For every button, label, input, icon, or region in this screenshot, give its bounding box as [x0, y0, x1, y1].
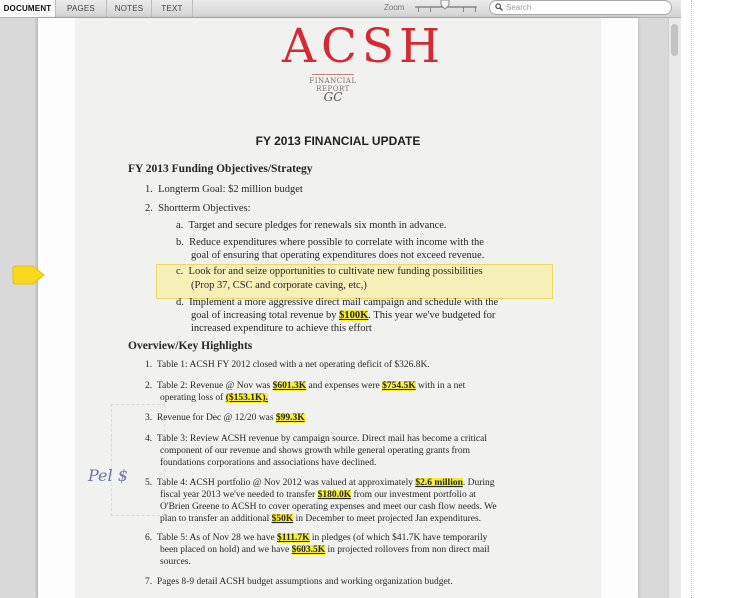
- highlight-item-2-line2: operating loss of ($153.1K).: [160, 393, 268, 403]
- objective-2d-line2: goal of increasing total revenue by $100K. This year we've budgeted for: [191, 310, 496, 321]
- objective-2d-line1: d. Implement a more aggressive direct mail campaign and schedule with the: [176, 297, 499, 308]
- highlight-item-5-line2: fiscal year 2013 we've needed to transfer $180.0K from our investment portfolio at: [160, 490, 476, 500]
- highlight-item-3: 3. Revenue for Dec @ 12/20 was $99.3K: [145, 413, 305, 423]
- highlight-item-7: 7. Pages 8-9 detail ACSH budget assumptions and working organization budget.: [145, 577, 453, 587]
- arrow-right-icon[interactable]: [10, 264, 46, 286]
- highlight-item-6-line3: sources.: [160, 557, 191, 567]
- scrollbar-thumb[interactable]: [671, 24, 678, 56]
- handwritten-note: Pel $: [88, 466, 128, 485]
- objective-2: 2. Shortterm Objectives:: [145, 203, 251, 214]
- highlight-item-5-line1: 5. Table 4: ACSH portfolio @ Nov 2012 was valued at approximately $2.6 million. During: [145, 478, 495, 488]
- highlight-item-6-line2: been placed on hold) and we have $603.5K in projected rollovers from non direct mail: [160, 545, 490, 555]
- document-title: FY 2013 FINANCIAL UPDATE: [255, 134, 421, 148]
- vertical-scrollbar[interactable]: [668, 18, 681, 598]
- right-panel: [681, 0, 736, 598]
- tab-notes[interactable]: NOTES: [107, 0, 152, 17]
- handwritten-initials: GC: [323, 90, 343, 104]
- toolbar: [0, 0, 681, 18]
- highlight-item-6-line1: 6. Table 5: As of Nov 28 we have $111.7K in pledges (of which $41.7K have temporarily: [145, 533, 488, 543]
- objective-2c-line2: (Prop 37, CSC and corporate caving, etc,): [191, 280, 367, 291]
- highlight-item-4-line3: foundations corporations and associations have declined.: [160, 458, 377, 468]
- highlight-item-4-line2: component of our revenue and shows growth while general operating grants from: [160, 446, 470, 456]
- highlight-item-4-line1: 4. Table 3: Review ACSH revenue by campaign source. Direct mail has become a critical: [145, 434, 488, 444]
- zoom-tick: [475, 7, 476, 12]
- tab-pages[interactable]: PAGES: [56, 0, 107, 17]
- highlight-item-1: 1. Table 1: ACSH FY 2012 closed with a net operating deficit of $326.8K.: [145, 360, 430, 370]
- tab-document[interactable]: DOCUMENT: [0, 0, 56, 17]
- highlight-item-5-line4: plan to transfer an additional $50K in December to meet projected Jan expenditures.: [160, 514, 482, 524]
- highlight-item-2-line1: 2. Table 2: Revenue @ Nov was $601.3K and expenses were $754.5K with in a net: [145, 381, 466, 391]
- objective-2a: a. Target and secure pledges for renewals six month in advance.: [176, 220, 447, 231]
- tab-text[interactable]: TEXT: [152, 0, 193, 17]
- zoom-tick: [463, 7, 464, 12]
- logo: ACSH: [282, 19, 446, 74]
- zoom-label: Zoom: [384, 3, 405, 12]
- objective-2b-line2: goal of ensuring that operating expenditures does not exceed revenue.: [191, 250, 485, 261]
- section-heading-objectives: FY 2013 Funding Objectives/Strategy: [128, 163, 313, 175]
- zoom-slider-thumb[interactable]: [440, 0, 450, 10]
- highlight-item-5-line3: O'Brien Greene to ACSH to cover operating expenses and meet our cash flow needs. We: [160, 502, 497, 512]
- objective-2c-line1: c. Look for and seize opportunities to cultivate new funding possibilities: [176, 266, 483, 277]
- objective-2b-line1: b. Reduce expenditures where possible to correlate with income with the: [176, 237, 484, 248]
- logo-divider: [312, 74, 354, 75]
- zoom-tick: [430, 7, 431, 12]
- objective-2d-line3: increased expenditure to achieve this effort: [191, 323, 372, 334]
- logo-subtitle: FINANCIAL REPORT: [309, 77, 357, 93]
- search-input[interactable]: [506, 1, 666, 14]
- search-box[interactable]: [489, 0, 672, 15]
- section-heading-overview: Overview/Key Highlights: [128, 340, 253, 352]
- zoom-tick: [418, 7, 419, 12]
- search-icon: [495, 3, 503, 11]
- objective-1: 1. Longterm Goal: $2 million budget: [145, 184, 303, 195]
- panel-divider: [691, 0, 692, 598]
